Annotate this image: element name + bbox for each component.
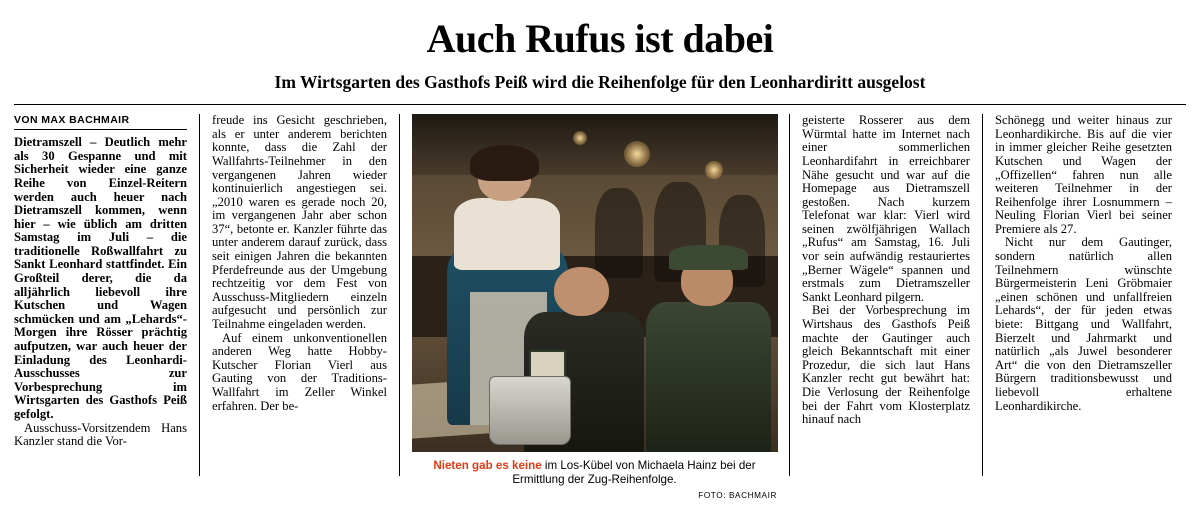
byline: VON MAX BACHMAIR: [14, 114, 130, 127]
face: [554, 267, 609, 316]
paragraph: Bei der Vorbesprechung im Wirtshaus des Gasthofs Peiß machte der Gautinger auch gleich Bekanntschaft mit einer Prozedur, die sich laut Hans Kanzler recht gut bewährt hat: Die Verlosung der Reihenfolge bei der Fahrt vom Klosterplatz hinauf nach: [802, 303, 970, 427]
hair: [470, 145, 539, 181]
paragraph: Schönegg und weiter hinaus zur Leonhardikirche. Bis auf die vier in immer gleicher Reihe gesetzten Kutschen und Wagen der „Offizellen“ fahren nun alle weiteren Teilnehmer in der Reihenfolge ihrer Losnummern – Neuling Florian Vierl bei seiner Premiere als 27.: [995, 113, 1172, 236]
column-photo: [399, 114, 789, 501]
column-4: [789, 114, 982, 476]
seated-man-right: [646, 249, 770, 452]
festzelt-photo: [412, 114, 778, 452]
light-bokeh: [573, 131, 587, 145]
photo-credit: FOTO: BACHMAIR: [698, 491, 777, 501]
blouse: [454, 198, 559, 270]
article-columns: [14, 113, 1186, 501]
photo-wrap: [412, 114, 777, 500]
paragraph: Ausschuss-Vorsitzendem Hans Kanzler stand die Vor-: [14, 420, 187, 449]
hat: [669, 245, 749, 269]
caption-lead: Nieten gab es keine: [433, 459, 542, 473]
newspaper-page: [0, 18, 1200, 514]
column-2: [199, 114, 399, 476]
jacket: [646, 302, 770, 452]
byline-divider: [14, 129, 187, 130]
paragraph: Auf einem unkonventionellen anderen Weg hatte Hobby-Kutscher Florian Vierl aus Gauting von der Traditions-Wallfahrt im Zeller Winkel erfahren. Der be-: [212, 330, 387, 413]
paragraph: geisterte Rosserer aus dem Würmtal hatte im Internet nach einer sommerlichen Leonhardifahrt in erreichbarer Nähe gesucht und war auf die Homepage aus Dietramszell gestoßen. Nach kurzem Telefonat war klar: Vierl wird seinen zwölfjährigen Wallach „Rufus“ am Samstag, 16. Juli vor sein aufwändig restauriertes „Berner Wägele“ spannen und erstmals zum Dietramszeller Sankt Leonhard pilgern.: [802, 113, 970, 304]
photo-caption: [412, 459, 777, 486]
caption-text: im Los-Kübel von Michaela Hainz bei der Ermittlung der Zug-Reihenfolge.: [512, 459, 756, 486]
column-1: [14, 114, 199, 476]
raffle-bucket: [489, 376, 572, 446]
page-title: Auch Rufus ist dabei: [426, 16, 774, 61]
column-5: [982, 114, 1172, 476]
subheadline: Im Wirtsgarten des Gasthofs Peiß wird die Reihenfolge für den Leonhardiritt ausgelost: [274, 72, 926, 92]
paragraph: Dietramszell – Deutlich mehr als 30 Gespanne und mit Sicherheit wieder eine ganze Reihe von Einzel-Reitern werden auch heuer nach Dietramszell kommen, wenn hier – wie üblich am dritten Samstag im Juli – die traditionelle Roßwallfahrt zu Sankt Leonhard stattfindet. Ein Großteil derer, die da alljährlich liebevoll ihre Kutschen und Wagen schmücken und am „Lehards“-Morgen ihre Rösser prächtig aufputzen, war auch heuer der Einladung des Leonhardi-Ausschusses zur Vorbesprechung im Wirtsgarten des Gasthofs Peiß gefolgt.: [14, 135, 187, 421]
header-divider: [14, 104, 1186, 105]
paragraph: freude ins Gesicht geschrieben, als er unter anderem berichten konnte, dass die Zahl der Wallfahrts-Teilnehmer in den vergangenen Jahren wieder kontinuierlich angestiegen sei. „2010 waren es gerade noch 20, im vergangenen Jahr aber schon 37“, betonte er. Kanzler führte das unter anderem darauf zurück, dass seit einigen Jahren die bekannten Pferdefreunde aus der Umgebung rechtzeitig vor dem Fest von Ausschuss-Mitgliedern einzeln aufgesucht und persönlich zur Teilnahme eingeladen werden.: [212, 113, 387, 332]
paragraph: Nicht nur dem Gautinger, sondern natürlich allen Teilnehmern wünschte Bürgermeisterin Leni Gröbmaier „einen schönen und unfallfreien Lehards“, der für jeden etwas biete: Bittgang und Wallfahrt, Bierzelt und Jahrmarkt und natürlich „als Juwel besonderer Art“ die von den Dietramszeller Bürgern traditionsbewusst und liebevoll erhaltene Leonhardikirche.: [995, 235, 1172, 413]
